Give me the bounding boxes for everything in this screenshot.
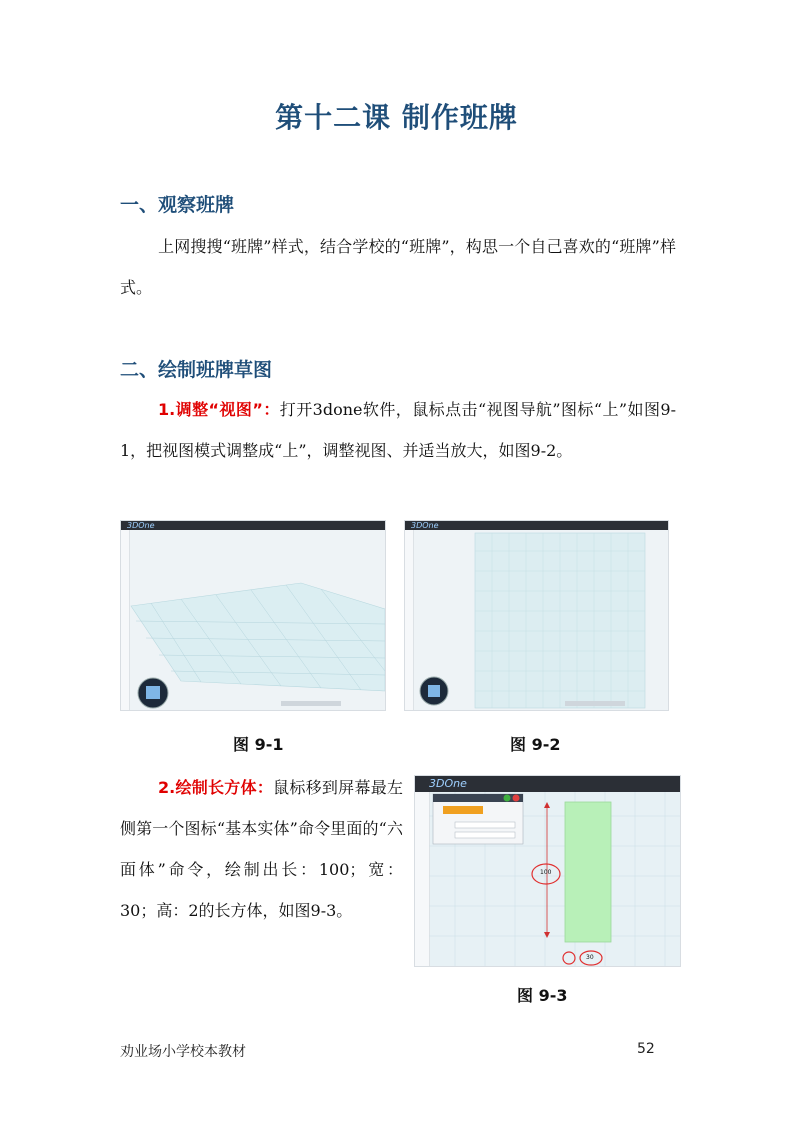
figure-9-3-screenshot (414, 775, 681, 967)
page-title: 第十二课 制作班牌 (275, 101, 518, 134)
app-logo: 3DOne (429, 777, 467, 790)
section-heading-sketch: 二、绘制班牌草图 (120, 359, 273, 381)
perspective-grid (121, 521, 385, 710)
figure-9-2-caption: 图 9-2 (510, 735, 561, 754)
footer-textbook-name: 劝业场小学校本教材 (120, 1044, 246, 1060)
figure-9-1-caption: 图 9-1 (233, 735, 284, 754)
step1-label: 1.调整“视图”： (158, 400, 280, 419)
step2-paragraph (120, 767, 403, 931)
app-logo: 3DOne (127, 521, 155, 530)
figure-9-3-caption: 图 9-3 (517, 986, 568, 1005)
section-body-observe (120, 226, 676, 308)
app-logo: 3DOne (411, 521, 439, 530)
width-dimension-label: 30 (586, 954, 594, 961)
top-view-grid (405, 521, 668, 710)
footer-page-number: 52 (637, 1041, 655, 1057)
step2-label: 2.绘制长方体： (158, 778, 274, 797)
figure-9-2-screenshot (404, 520, 669, 711)
section-heading-observe: 一、观察班牌 (120, 194, 235, 216)
observe-text: 上网搜搜“班牌”样式，结合学校的“班牌”，构思一个自己喜欢的“班牌”样式。 (120, 237, 676, 297)
step1-text: 打开3done软件，鼠标点击“视图导航”图标“上”如图9-1，把视图模式调整成“上”，调整视图、并适当放大，如图9-2。 (120, 400, 676, 460)
length-dimension-label: 100 (540, 869, 552, 876)
figure-9-1-screenshot (120, 520, 386, 711)
step2-text: 鼠标移到屏幕最左侧第一个图标“基本实体”命令里面的“六面体”命令，绘制出长：100；宽：30；高：2的长方体，如图9-3。 (120, 778, 403, 920)
step1-paragraph (120, 389, 676, 471)
